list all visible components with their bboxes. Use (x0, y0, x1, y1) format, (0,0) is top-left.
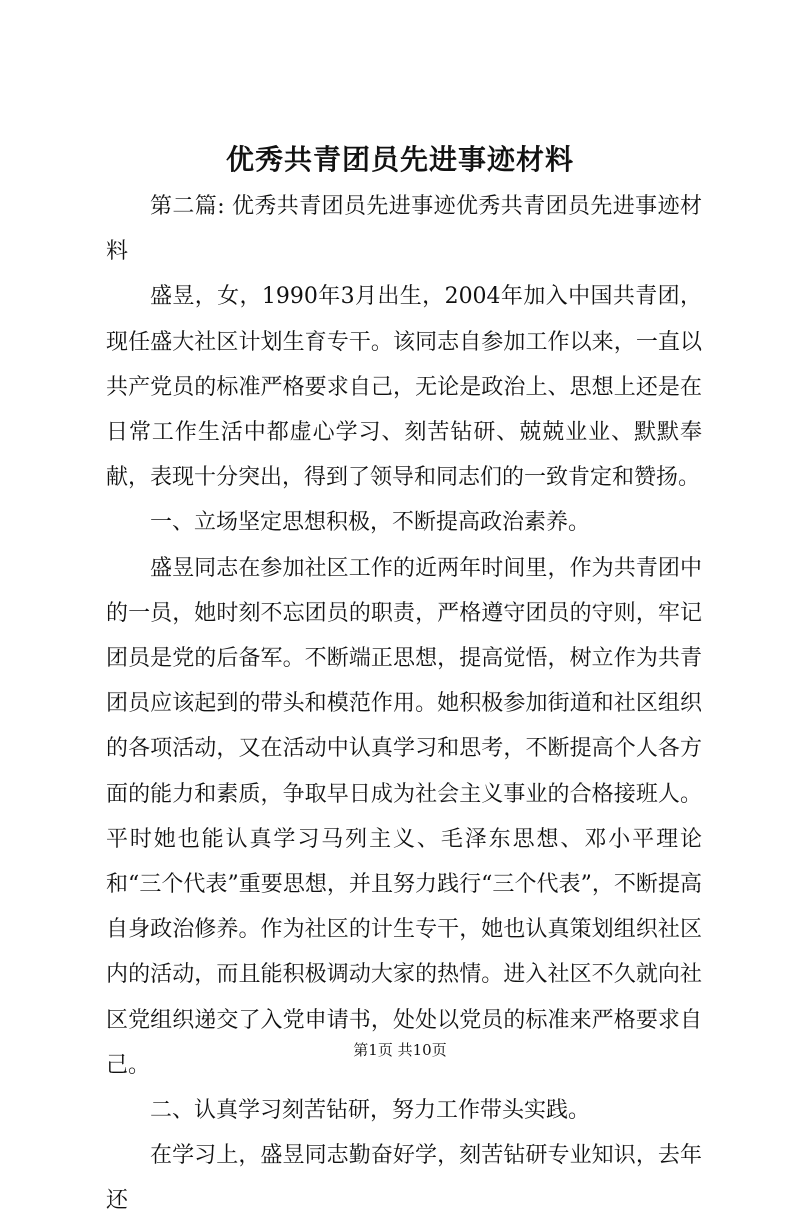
page-footer: 第1页 共10页 (353, 1041, 447, 1059)
paragraph-section-2: 在学习上，盛昱同志勤奋好学，刻苦钻研专业知识，去年还 (106, 1143, 702, 1214)
paragraph-subtitle: 第二篇: 优秀共青团员先进事迹优秀共青团员先进事迹材料 (106, 194, 702, 265)
section-heading-2: 二、认真学习刻苦钻研，努力工作带头实践。 (150, 1098, 591, 1124)
paragraph-section-1: 盛昱同志在参加社区工作的近两年时间里，作为共青团中的一员，她时刻不忘团员的职责，严格遵守团员的守则，牢记团员是党的后备军。不断端正思想，提高觉悟，树立作为共青团员应该起到的带头和模范作用。她积极参加街道和社区组织的各项活动，又在活动中认真学习和思考，不断提高个人各方面的能力和素质，争取早日成为社会主义事业的合格接班人。平时她也能认真学习马列主义、毛泽东思想、邓小平理论和“三个代表”重要思想，并且努力践行“三个代表”，不断提高自身政治修养。作为社区的计生专干，她也认真策划组织社区内的活动，而且能积极调动大家的热情。进入社区不久就向社区党组织递交了入党申请书，处处以党员的标准来严格要求自己。 (106, 555, 702, 1078)
section-heading-1: 一、立场坚定思想积极，不断提高政治素养。 (150, 510, 591, 536)
paragraph-intro: 盛昱，女，1990年3月出生，2004年加入中国共青团，现任盛大社区计划生育专干。该同志自参加工作以来，一直以共产党员的标准严格要求自己，无论是政治上、思想上还是在日常工作生活中都虚心学习、刻苦钻研、兢兢业业、默默奉献，表现十分突出，得到了领导和同志们的一致肯定和赞扬。 (106, 284, 702, 491)
document-body (106, 184, 702, 1224)
document-title: 优秀共青团员先进事迹材料 (225, 143, 574, 176)
